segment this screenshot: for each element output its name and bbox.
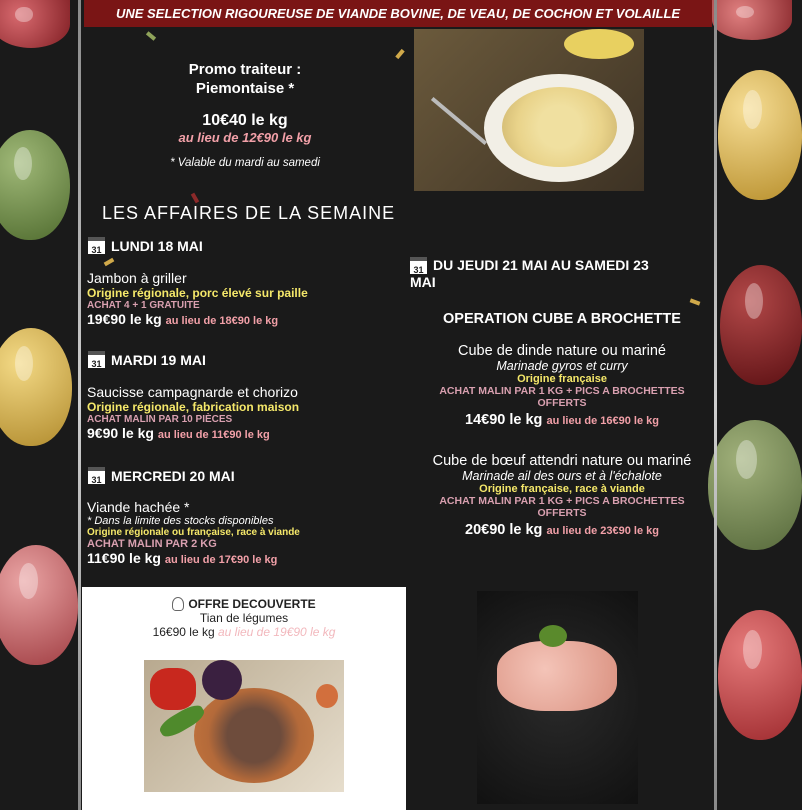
operation-dates [410, 257, 700, 290]
balloon-gold-right [718, 70, 802, 200]
operation-item-dinde [412, 343, 712, 428]
promo-title-2: Piemontaise * [195, 80, 295, 97]
header-banner: UNE SELECTION RIGOUREUSE DE VIANDE BOVINE, DE VEAU, DE COCHON ET VOLAILLE [84, 0, 712, 27]
product-origin: Origine française [517, 373, 607, 385]
product-origin: Origine française, race à viande [479, 483, 645, 495]
promo-traiteur [90, 60, 400, 169]
day-label: MARDI 19 MAI [111, 351, 206, 368]
product-offer-2: OFFERTS [537, 507, 587, 519]
balloon-red-right-low [718, 610, 802, 740]
product-origin: Origine régionale ou française, race à viande [87, 527, 300, 538]
day-item-monday [87, 270, 308, 327]
price-value: 11€90 le kg [87, 550, 161, 566]
calendar-icon: 31 [88, 351, 105, 368]
product-note: * Dans la limite des stocks disponibles [87, 515, 274, 527]
product-offer: ACHAT MALIN PAR 10 PIÈCES [87, 414, 233, 425]
product-offer-2: OFFERTS [537, 397, 587, 409]
price-value: 14€90 le kg [465, 412, 543, 428]
product-marinade: Marinade ail des ours et à l'échalote [462, 469, 662, 483]
balloon-pink-left [0, 545, 78, 665]
decouverte-product: Tian de légumes [199, 611, 289, 625]
day-header-tuesday [88, 351, 206, 368]
product-name: Cube de dinde nature ou mariné [458, 343, 666, 359]
piemontaise-salad-photo [414, 29, 644, 191]
tian-legumes-photo [144, 660, 344, 792]
price-old: au lieu de 17€90 le kg [164, 554, 278, 566]
product-offer: ACHAT MALIN PAR 2 KG [87, 538, 217, 550]
product-price [412, 412, 712, 428]
product-offer-1: ACHAT MALIN PAR 1 KG + PICS A BROCHETTES [439, 495, 685, 507]
price-old: au lieu de 11€90 le kg [157, 429, 270, 441]
frame-line-right [714, 0, 717, 810]
price-value: 19€90 le kg [87, 311, 162, 327]
day-header-monday [88, 237, 203, 254]
product-price [87, 311, 308, 327]
balloon-red-right [712, 0, 792, 40]
day-label: MERCREDI 20 MAI [111, 467, 235, 484]
chicken-cubes-photo [477, 591, 638, 804]
product-marinade: Marinade gyros et curry [496, 359, 628, 373]
decouverte-old-price: au lieu de 19€90 le kg [217, 625, 336, 639]
promo-price: 10€40 le kg [202, 112, 288, 129]
price-value: 9€90 le kg [87, 425, 154, 441]
price-old: au lieu de 18€90 le kg [165, 315, 279, 327]
product-price [87, 425, 299, 441]
product-name: Viande hachée * [87, 499, 190, 515]
decouverte-header [82, 597, 406, 611]
day-item-wednesday [87, 499, 300, 566]
product-price [87, 550, 300, 566]
price-value: 20€90 le kg [465, 522, 543, 538]
operation-title: OPERATION CUBE A BROCHETTE [443, 311, 681, 327]
product-offer: ACHAT 4 + 1 GRATUITE [87, 300, 200, 311]
offre-decouverte-box [82, 587, 406, 810]
product-name: Cube de bœuf attendri nature ou mariné [432, 453, 692, 469]
calendar-icon: 31 [410, 257, 427, 274]
promo-title-1: Promo traiteur : [188, 61, 302, 78]
calendar-icon: 31 [88, 467, 105, 484]
product-name: Jambon à griller [87, 270, 187, 286]
decouverte-title: OFFRE DECOUVERTE [188, 597, 316, 611]
day-item-tuesday [87, 384, 299, 441]
price-old: au lieu de 23€90 le kg [546, 525, 659, 537]
day-label: LUNDI 18 MAI [111, 237, 203, 254]
operation-dates-line2: MAI [410, 274, 436, 290]
decouverte-price-line [82, 625, 406, 639]
lightbulb-icon [172, 597, 184, 611]
product-price [412, 522, 712, 538]
frame-line-left [78, 0, 81, 810]
promo-note: * Valable du mardi au samedi [170, 157, 320, 169]
operation-item-boeuf [412, 453, 712, 538]
calendar-icon: 31 [88, 237, 105, 254]
price-old: au lieu de 16€90 le kg [546, 415, 659, 427]
day-header-wednesday [88, 467, 235, 484]
balloon-darkred-right [720, 265, 802, 385]
balloon-green-right [708, 420, 802, 550]
product-name: Saucisse campagnarde et chorizo [87, 384, 298, 400]
product-offer-1: ACHAT MALIN PAR 1 KG + PICS A BROCHETTES [439, 385, 685, 397]
promo-old-price: au lieu de 12€90 le kg [178, 130, 312, 145]
product-origin: Origine régionale, porc élevé sur paille [87, 286, 308, 300]
product-origin: Origine régionale, fabrication maison [87, 400, 300, 414]
operation-dates-line1: DU JEUDI 21 MAI AU SAMEDI 23 [433, 257, 649, 273]
week-title: LES AFFAIRES DE LA SEMAINE [102, 203, 396, 223]
decouverte-price: 16€90 le kg [152, 625, 215, 639]
